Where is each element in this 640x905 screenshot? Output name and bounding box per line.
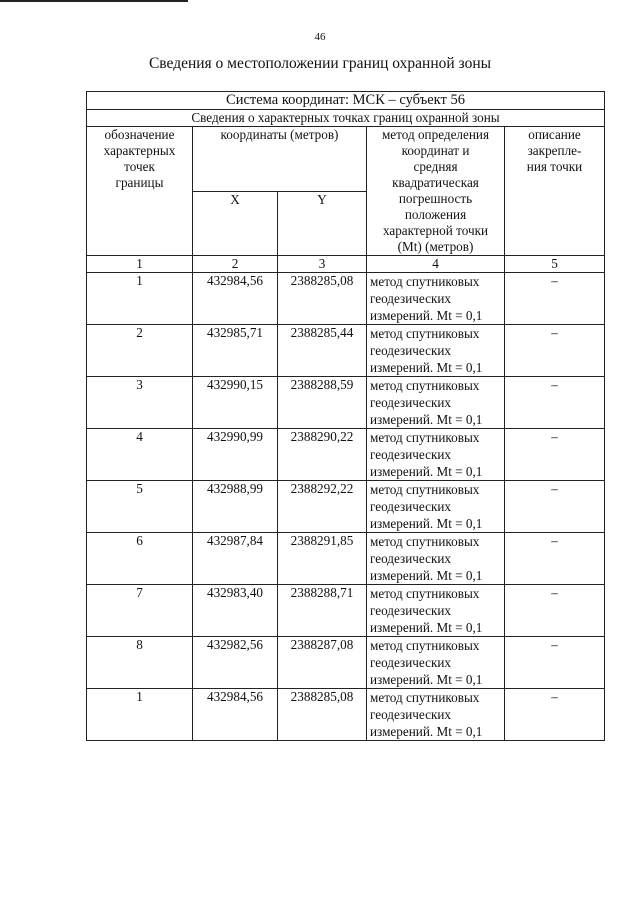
table-row [87,377,605,429]
description-cell: – [505,429,605,481]
y-cell: 2388292,22 [278,481,367,533]
table-row [87,273,605,325]
top-rule [0,0,188,2]
description-cell: – [505,533,605,585]
x-cell: 432985,71 [193,325,278,377]
col-number: 3 [278,256,367,273]
col-number: 5 [505,256,605,273]
y-cell: 2388285,08 [278,273,367,325]
method-cell: метод спутниковых геодезических измерений. Mt = 0,1 [367,533,505,585]
page-number: 46 [314,31,326,43]
y-cell: 2388288,71 [278,585,367,637]
method-cell: метод спутниковых геодезических измерений. Mt = 0,1 [367,273,505,325]
point-cell: 4 [87,429,193,481]
table-row [87,585,605,637]
x-cell: 432990,15 [193,377,278,429]
method-cell: метод спутниковых геодезических измерений. Mt = 0,1 [367,585,505,637]
method-cell: метод спутниковых геодезических измерений. Mt = 0,1 [367,377,505,429]
col-designation-header: обозначение характерных точек границы [87,127,193,256]
y-cell: 2388287,08 [278,637,367,689]
method-cell: метод спутниковых геодезических измерений. Mt = 0,1 [367,325,505,377]
x-cell: 432988,99 [193,481,278,533]
col-method-header: метод определения координат и средняя квадратическая погрешность положения характерной точки (Mt) (метров) [367,127,505,256]
x-cell: 432990,99 [193,429,278,481]
point-cell: 1 [87,273,193,325]
coordinates-table [86,91,605,741]
table-row [87,429,605,481]
method-cell: метод спутниковых геодезических измерений. Mt = 0,1 [367,429,505,481]
method-cell: метод спутниковых геодезических измерений. Mt = 0,1 [367,689,505,741]
description-cell: – [505,481,605,533]
point-cell: 5 [87,481,193,533]
table-row [87,481,605,533]
point-cell: 7 [87,585,193,637]
col-number: 4 [367,256,505,273]
table-row [87,533,605,585]
page-title: Сведения о местоположении границ охранной зоны [148,55,492,72]
y-cell: 2388290,22 [278,429,367,481]
col-description-header: описание закрепле- ния точки [505,127,605,256]
col-y-header: Y [278,191,367,256]
x-cell: 432987,84 [193,533,278,585]
description-cell: – [505,637,605,689]
method-cell: метод спутниковых геодезических измерений. Mt = 0,1 [367,481,505,533]
x-cell: 432983,40 [193,585,278,637]
table-row [87,637,605,689]
table-row [87,325,605,377]
column-header-row [87,127,605,192]
sub-header-row [87,110,605,127]
x-cell: 432984,56 [193,273,278,325]
y-cell: 2388285,44 [278,325,367,377]
y-cell: 2388291,85 [278,533,367,585]
point-cell: 8 [87,637,193,689]
system-header-row [87,92,605,110]
col-number: 2 [193,256,278,273]
table-row [87,689,605,741]
y-cell: 2388288,59 [278,377,367,429]
col-number: 1 [87,256,193,273]
description-cell: – [505,273,605,325]
point-cell: 6 [87,533,193,585]
description-cell: – [505,689,605,741]
point-cell: 3 [87,377,193,429]
y-cell: 2388285,08 [278,689,367,741]
description-cell: – [505,325,605,377]
sub-header: Сведения о характерных точках границ охранной зоны [87,110,605,127]
description-cell: – [505,585,605,637]
system-header: Система координат: МСК – субъект 56 [87,92,605,110]
description-cell: – [505,377,605,429]
point-cell: 1 [87,689,193,741]
col-x-header: X [193,191,278,256]
x-cell: 432982,56 [193,637,278,689]
column-number-row [87,256,605,273]
col-coords-header: координаты (метров) [193,127,367,192]
point-cell: 2 [87,325,193,377]
x-cell: 432984,56 [193,689,278,741]
method-cell: метод спутниковых геодезических измерений. Mt = 0,1 [367,637,505,689]
